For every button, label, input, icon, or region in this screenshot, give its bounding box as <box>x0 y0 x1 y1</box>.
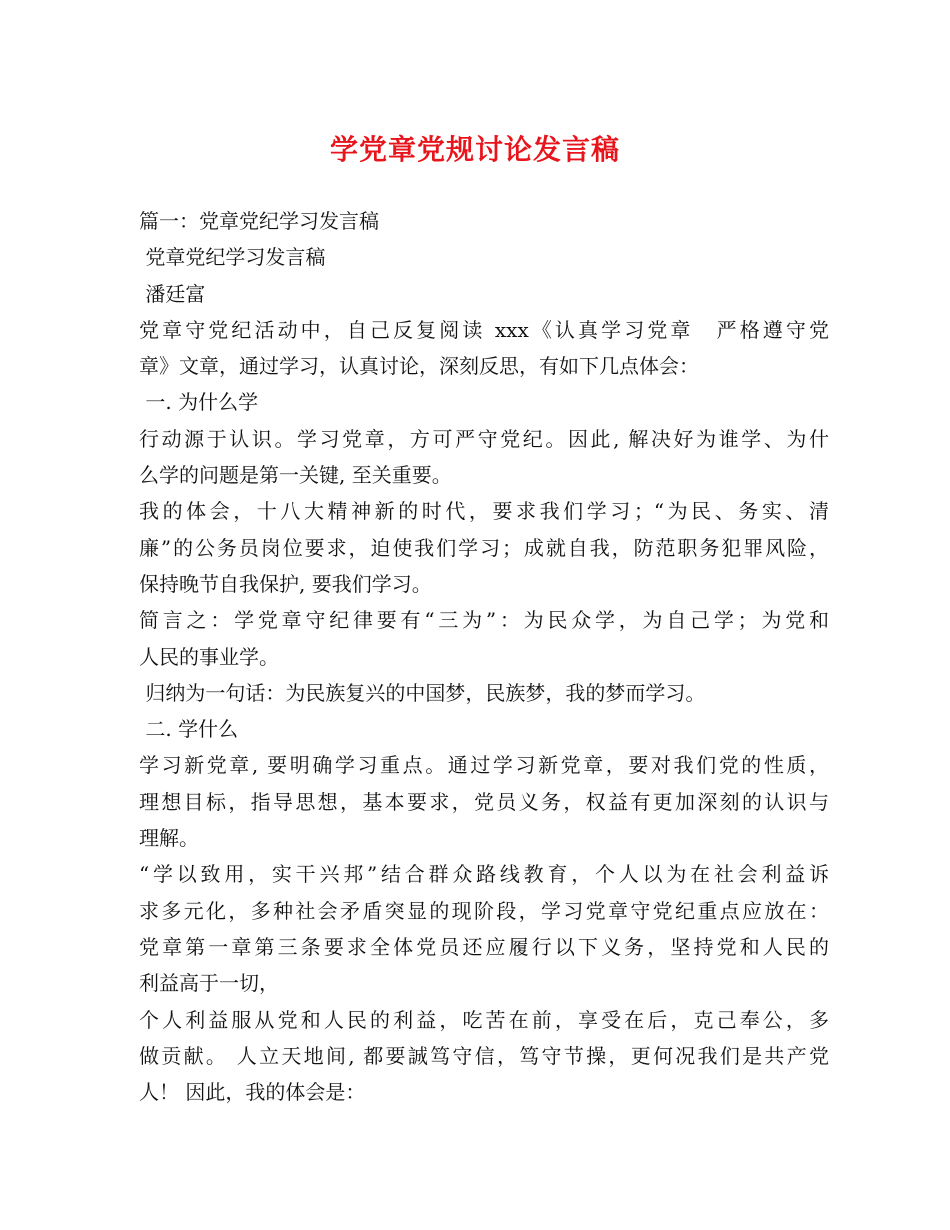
body-line: 党章守党纪活动中，自己反复阅读 xxx《认真学习党章 严格遵守党 <box>139 317 829 342</box>
body-line: 么学的问题是第一关键, 至关重要。 <box>139 463 452 488</box>
body-line: 求多元化，多种社会矛盾突显的现阶段，学习党章守党纪重点应放在： <box>139 898 829 923</box>
body-line: 廉”的公务员岗位要求，迫使我们学习；成就自我，防范职务犯罪风险， <box>139 535 829 560</box>
body-line: 党章党纪学习发言稿 <box>139 245 326 270</box>
body-line: 党章第一章第三条要求全体党员还应履行以下义务，坚持党和人民的 <box>139 934 829 959</box>
body-line: 行动源于认识。学习党章，方可严守党纪。因此, 解决好为谁学、为什 <box>139 426 829 451</box>
body-line: 保持晚节自我保护, 要我们学习。 <box>139 571 432 596</box>
body-line: 人民的事业学。 <box>139 644 279 669</box>
document-title: 学党章党规讨论发言稿 <box>329 133 620 166</box>
body-line: 归纳为一句话：为民族复兴的中国梦，民族梦，我的梦而学习。 <box>139 680 706 705</box>
document-body <box>139 203 829 1110</box>
body-line: 个人利益服从党和人民的利益，吃苦在前，享受在后，克己奉公，多 <box>139 1007 829 1032</box>
body-line: 我的体会，十八大精神新的时代，要求我们学习；“为民、务实、清 <box>139 499 829 524</box>
body-line: 理想目标，指导思想，基本要求，党员义务，权益有更加深刻的认识与 <box>139 789 829 814</box>
body-line: 章》文章，通过学习，认真讨论，深刻反思，有如下几点体会： <box>139 354 699 379</box>
body-line: 篇一：党章党纪学习发言稿 <box>139 209 379 233</box>
body-line: 做贡献。 人立天地间, 都要誠笃守信，笃守节操，更何况我们是共产党 <box>139 1043 829 1068</box>
body-line: 人！ 因此，我的体会是： <box>139 1080 366 1105</box>
body-line: 理解。 <box>139 826 199 851</box>
body-line: 简言之：学党章守纪律要有“三为”：为民众学，为自己学；为党和 <box>139 608 829 633</box>
body-line: 潘廷富 <box>139 281 206 306</box>
body-line: 一. 为什么学 <box>139 390 259 415</box>
body-line: “学以致用，实干兴邦”结合群众路线教育，个人以为在社会利益诉 <box>139 862 829 887</box>
body-line: 利益高于一切， <box>139 971 279 996</box>
body-line: 二. 学什么 <box>139 717 239 742</box>
body-line: 学习新党章, 要明确学习重点。通过学习新党章，要对我们党的性质， <box>139 753 829 778</box>
